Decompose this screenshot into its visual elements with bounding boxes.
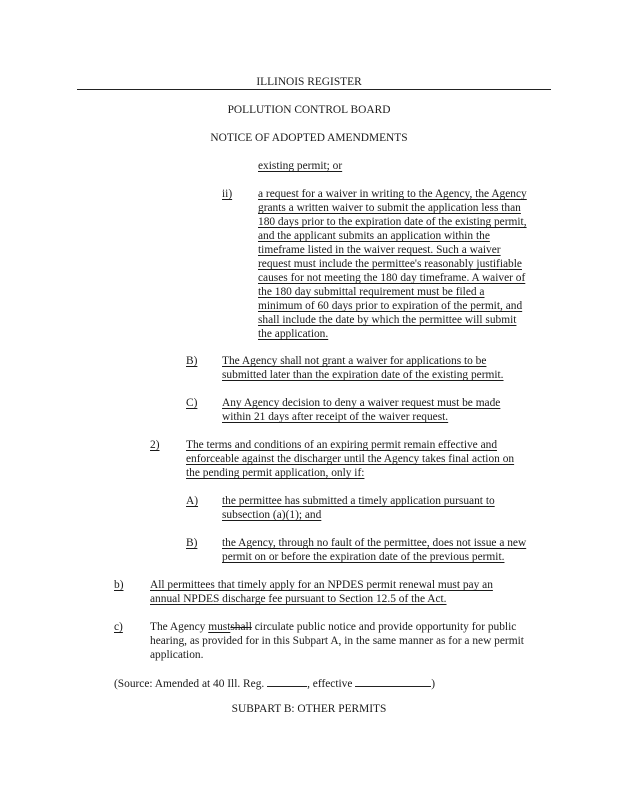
text-line: a request for a waiver in writing to the Agency, the Agency [258,188,527,200]
text-line: request must include the permittee's reasonably justifiable [258,258,522,270]
register-title: ILLINOIS REGISTER [256,76,362,88]
text-line: within 21 days after receipt of the waiver request. [222,411,449,423]
text-line: the application. [258,328,329,340]
text-span: circulate public notice and provide opportunity for public [251,621,517,633]
item-B2-label: B) [186,537,198,549]
text-line: application. [150,649,204,661]
inserted-text: must [208,621,231,633]
notice-title: NOTICE OF ADOPTED AMENDMENTS [210,132,408,144]
text-line: enforceable against the discharger until the Agency takes final action on [186,453,515,465]
item-ii-label: ii) [222,188,233,200]
continuation-line: existing permit; or [258,160,343,172]
text-span: The Agency [150,621,209,633]
text-line: 180 days prior to the expiration date of the existing permit, [258,216,527,228]
text-span: , effective [307,678,356,690]
text-line: The terms and conditions of an expiring permit remain effective and [186,439,498,451]
text-line: the 180 day submittal requirement must be filed a [258,286,485,298]
text-line: and the applicant submits an application within the [258,230,490,242]
text-line: shall include the date by which the permittee will submit [258,314,517,326]
text-span: (Source: Amended at 40 Ill. Reg. [114,678,268,690]
agency-title: POLLUTION CONTROL BOARD [227,104,391,116]
text-line: timeframe listed in the waiver request. Such a waiver [258,244,501,256]
deleted-text: shall [230,621,252,633]
text-line: All permittees that timely apply for an NPDES permit renewal must pay an [150,579,493,591]
text-line: submitted later than the expiration date of the existing permit. [222,369,504,381]
item-C-label: C) [186,397,198,409]
source-note [114,676,435,692]
text-line: subsection (a)(1); and [222,509,322,521]
text-line: hearing, as provided for in this Subpart A, in the same manner as for a new permit [150,635,524,647]
text-line: The Agency shall not grant a waiver for applications to be [222,355,487,367]
text-line: causes for not meeting the 180 day timeframe. A waiver of [258,272,526,284]
item-c-label: c) [114,621,123,633]
item-2-label: 2) [150,439,160,451]
effective-date-blank [355,676,431,687]
text-line: minimum of 60 days prior to expiration of the permit, and [258,300,523,312]
text-line: the pending permit application, only if: [186,467,365,479]
text-line: grants a written waiver to submit the application less than [258,202,521,214]
text-line: permit on or before the expiration date of the previous permit. [222,551,505,563]
item-b-label: b) [114,579,124,591]
item-A2-label: A) [186,495,199,507]
header-rule [77,89,551,90]
text-line [150,620,516,635]
text-line: the Agency, through no fault of the permittee, does not issue a new [222,537,527,549]
item-B-label: B) [186,355,198,367]
subpart-heading: SUBPART B: OTHER PERMITS [231,703,387,715]
text-span: ) [431,678,436,690]
text-line: the permittee has submitted a timely application pursuant to [222,495,495,507]
register-blank [267,676,307,687]
text-line: annual NPDES discharge fee pursuant to Section 12.5 of the Act. [150,593,447,605]
text-line: Any Agency decision to deny a waiver request must be made [222,397,501,409]
